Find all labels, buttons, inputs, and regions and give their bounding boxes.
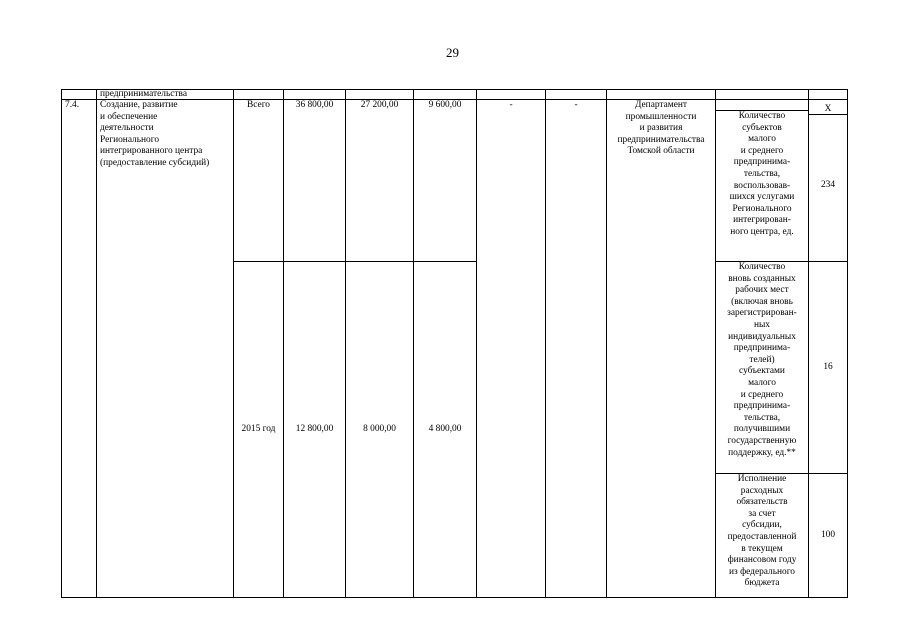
year-amount-col1: 8 000,00 (346, 262, 414, 598)
indicator-total-value: X (809, 104, 847, 115)
previous-row-continuation: предпринимательства (97, 90, 234, 100)
program-table (61, 89, 848, 598)
amount-col2: 9 600,00 (414, 100, 477, 262)
table-row-total (62, 100, 848, 262)
indicator-1-text (716, 100, 809, 262)
indicator-1-label: Количество субъектов малого и среднего предпринима- тельства, воспользовав- шихся услугами Регионального интегрирован- ного центра, ед. (729, 111, 795, 237)
page-number: 29 (446, 45, 459, 60)
total-amount: 36 800,00 (284, 100, 346, 262)
year-total-amount: 12 800,00 (284, 262, 346, 598)
executor: Департамент промышленности и развития предпринимательства Томской области (607, 100, 716, 598)
table-row (62, 90, 848, 100)
indicator-3-text: Исполнение расходных обязательств за счет субсидии, предоставленной в текущем финансовом году из федерального бюджета (716, 474, 809, 598)
year-amount-col2: 4 800,00 (414, 262, 477, 598)
period-year: 2015 год (234, 262, 284, 598)
cell-empty (62, 90, 97, 100)
amount-col1: 27 200,00 (346, 100, 414, 262)
header-spacer (716, 100, 809, 111)
indicator-1-value-label: 234 (820, 180, 836, 191)
indicator-3-value: 100 (809, 474, 848, 598)
amount-col4: - (546, 100, 607, 598)
amount-col3: - (477, 100, 546, 598)
indicator-2-text: Количество вновь созданных рабочих мест (включая вновь зарегистрирован- ных индивидуальных предпринима- телей) субъектами малого и среднего предпринима- тельства, получившими государственную поддержку, ед.** (716, 262, 809, 474)
indicator-1-value (809, 100, 848, 262)
indicator-2-value: 16 (809, 262, 848, 474)
period-total: Всего (234, 100, 284, 262)
item-name: Создание, развитие и обеспечение деятельности Регионального интегрированного центра (предоставление субсидий) (97, 100, 234, 598)
item-number: 7.4. (62, 100, 97, 598)
